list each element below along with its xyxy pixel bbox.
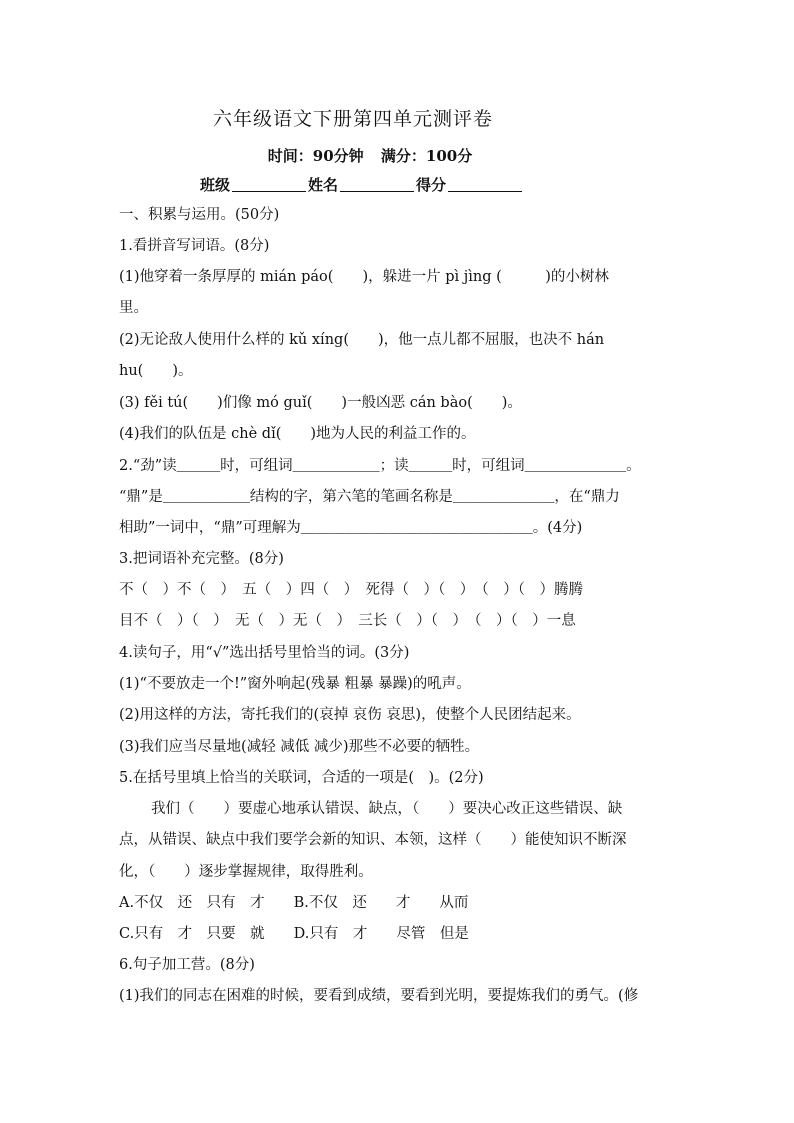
question-2-line-2: “鼎”是＿＿＿＿＿＿结构的字，第六笔的笔画名称是＿＿＿＿＿＿＿，在“鼎力 [119,489,620,505]
question-5-passage-3: 化，（ ）逐步掌握规律，取得胜利。 [119,864,373,880]
question-1-item-1-cont: 里。 [119,300,148,316]
question-4-heading: 4.读句子，用“√”选出括号里恰当的词。(3分) [119,645,410,661]
question-5-passage-1: 我们（ ）要虚心地承认错误、缺点，（ ）要决心改正这些错误、缺 [151,801,623,817]
score-label: 得分 [416,176,447,194]
question-1-item-2-cont: hu( )。 [119,363,193,379]
time-limit: 时间：90分钟 [267,147,364,165]
question-5-options-ab: A.不仅 还 只有 才 B.不仅 还 才 从而 [119,895,469,911]
question-1-heading: 1.看拼音写词语。(8分) [119,238,270,254]
question-5-options-cd: C.只有 才 只要 就 D.只有 才 尽管 但是 [119,926,469,942]
question-5-heading: 5.在括号里填上恰当的关联词，合适的一项是( )。(2分) [119,770,484,786]
question-6-item-1: (1)我们的同志在困难的时候，要看到成绩，要看到光明，要提炼我们的勇气。(修 [119,988,639,1004]
score-blank[interactable] [448,191,522,192]
question-3-row-1: 不（ ）不（ ） 五（ ）四（ ） 死得（ ）（ ） （ ）（ ）腾腾 [119,582,583,598]
class-label: 班级 [200,176,231,194]
question-4-item-3: (3)我们应当尽量地(减轻 减低 减少)那些不必要的牺牲。 [119,739,480,755]
question-3-row-2: 目不（ ）（ ） 无（ ）无（ ） 三长（ ）（ ） （ ）（ ）一息 [119,613,576,629]
question-4-item-1: (1)“不要放走一个!”窗外响起(残暴 粗暴 暴躁)的吼声。 [119,676,471,692]
question-3-heading: 3.把词语补充完整。(8分) [119,551,284,567]
question-6-heading: 6.句子加工营。(8分) [119,957,255,973]
student-info-row [200,174,524,195]
page-title: 六年级语文下册第四单元测评卷 [212,108,493,130]
full-score: 满分：100分 [380,147,473,165]
section-heading: 一、积累与运用。(50分) [119,207,280,223]
question-1-item-1: (1)他穿着一条厚厚的 mián páo( )，躲进一片 pì jìng ( )的小树林 [119,269,609,285]
question-5-passage-2: 点，从错误、缺点中我们要学会新的知识、本领，这样（ ）能使知识不断深 [119,832,627,848]
question-1-item-4: (4)我们的队伍是 chè dǐ( )地为人民的利益工作的。 [119,426,476,442]
question-1-item-2: (2)无论敌人使用什么样的 kǔ xíng( )，他一点儿都不屈服，也决不 hán [119,332,605,348]
name-blank[interactable] [340,191,414,192]
class-blank[interactable] [232,191,306,192]
question-2-line-3: 相助”一词中，“鼎”可理解为＿＿＿＿＿＿＿＿＿＿＿＿＿＿＿＿。(4分) [119,520,583,536]
name-label: 姓名 [308,176,339,194]
exam-meta [0,145,740,166]
question-2-line-1: 2.“劲”读＿＿＿时，可组词＿＿＿＿＿＿；读＿＿＿时，可组词＿＿＿＿＿＿＿。 [119,458,641,474]
question-4-item-2: (2)用这样的方法，寄托我们的(哀掉 哀伤 哀思)，使整个人民团结起来。 [119,707,581,723]
question-1-item-3: (3) fěi tú( )们像 mó guǐ( )一般凶恶 cán bào( )。 [119,395,522,411]
